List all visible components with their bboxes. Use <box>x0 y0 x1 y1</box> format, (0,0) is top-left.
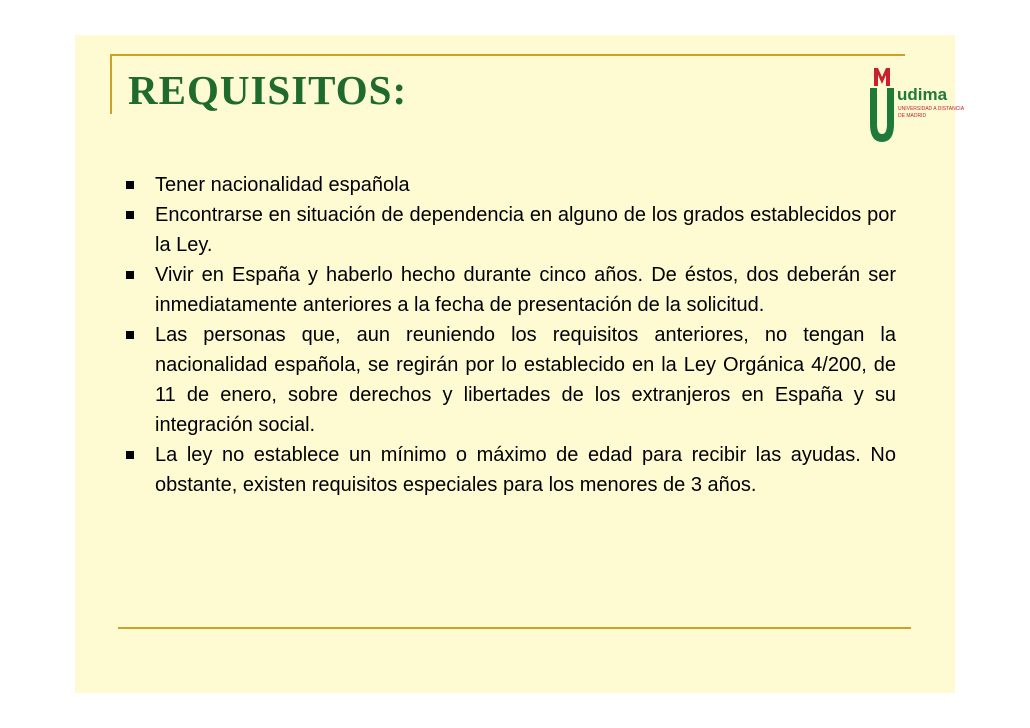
logo-u-mark <box>870 88 894 142</box>
list-item-text: Encontrarse en situación de dependencia en alguno de los grados establecidos por la Ley. <box>155 204 896 256</box>
requirements-list <box>124 170 896 500</box>
square-bullet-icon <box>126 211 134 219</box>
logo-subtitle-line1: UNIVERSIDAD A DISTANCIA <box>898 106 965 112</box>
list-item-text: Las personas que, aun reuniendo los requisitos anteriores, no tengan la nacionalidad española, se regirán por lo establecido en la Ley Orgánica 4/200, de 11 de enero, sobre derechos y libertades de los extranjeros en España y su integración social. <box>155 324 896 436</box>
list-item <box>124 200 896 260</box>
list-item <box>124 260 896 320</box>
top-rule <box>110 54 905 56</box>
square-bullet-icon <box>126 331 134 339</box>
square-bullet-icon <box>126 181 134 189</box>
square-bullet-icon <box>126 271 134 279</box>
logo-subtitle-line2: DE MADRID <box>898 113 927 119</box>
square-bullet-icon <box>126 451 134 459</box>
logo-wordmark: udima <box>897 85 948 104</box>
udima-logo <box>866 62 965 148</box>
slide-title: REQUISITOS: <box>128 67 408 113</box>
list-item-text: La ley no establece un mínimo o máximo de edad para recibir las ayudas. No obstante, existen requisitos especiales para los menores de 3 años. <box>155 444 896 496</box>
bottom-rule <box>118 627 911 629</box>
list-item-text: Tener nacionalidad española <box>155 174 410 196</box>
list-item <box>124 320 896 440</box>
logo-m-mark <box>874 68 890 86</box>
list-item <box>124 170 896 200</box>
left-rule <box>110 54 112 114</box>
list-item <box>124 440 896 500</box>
list-item-text: Vivir en España y haberlo hecho durante cinco años. De éstos, dos deberán ser inmediatamente anteriores a la fecha de presentación de la solicitud. <box>155 264 896 316</box>
